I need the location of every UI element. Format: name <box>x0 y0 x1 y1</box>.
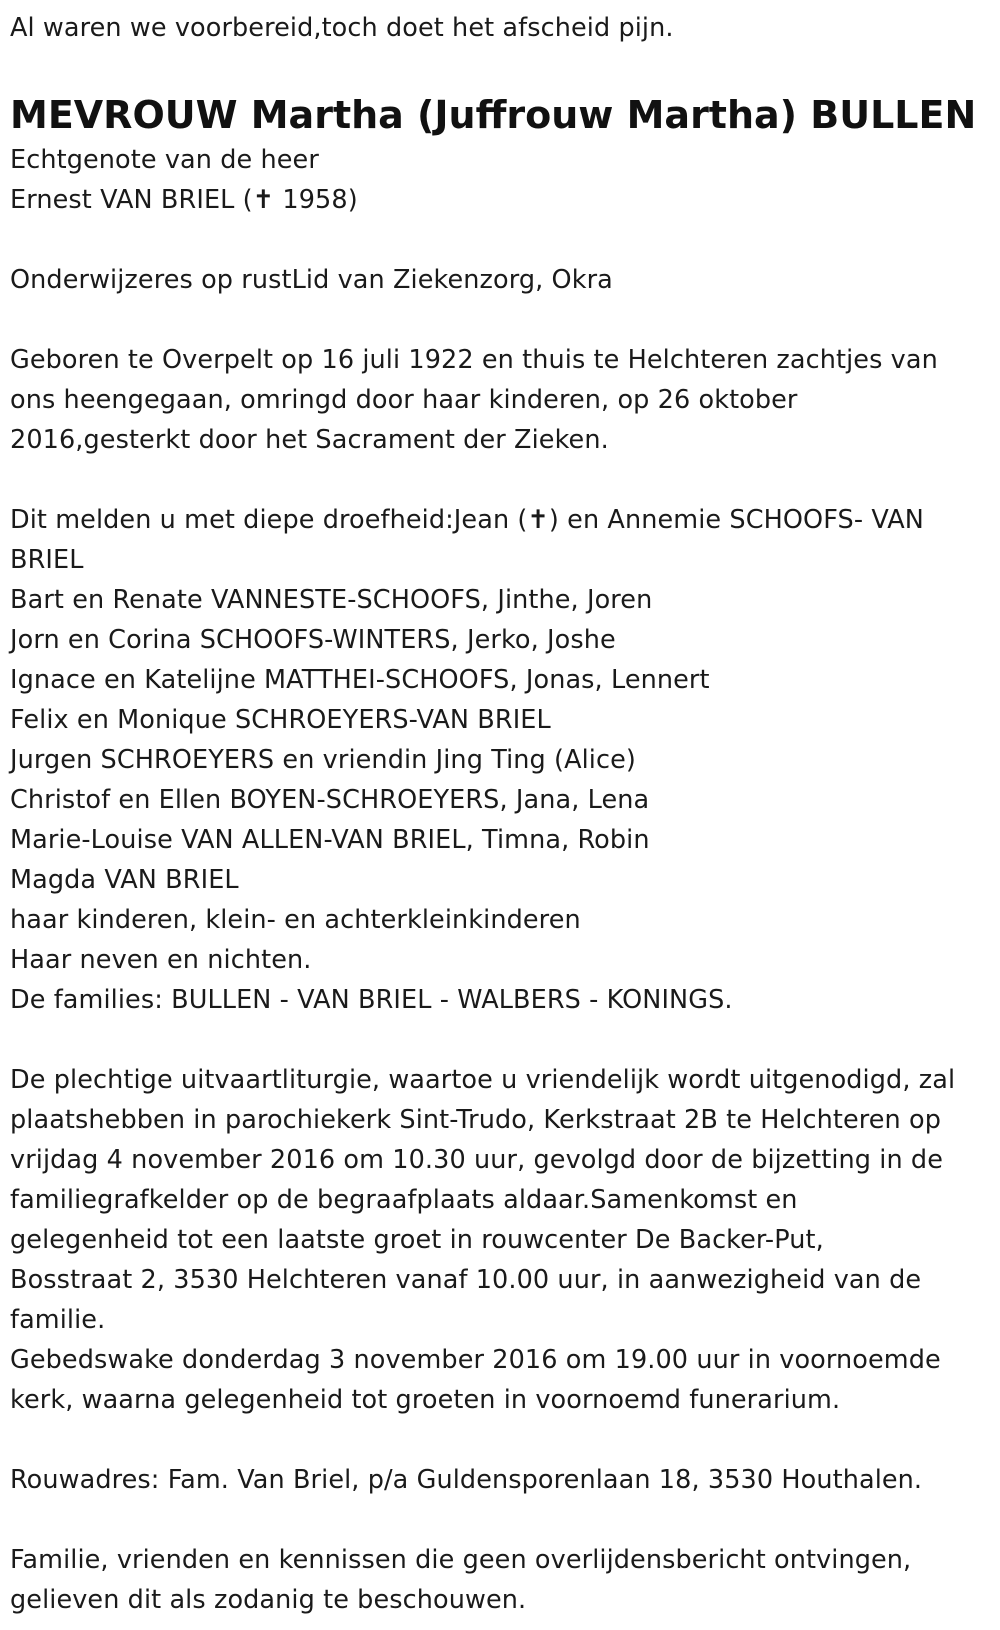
ceremony-paragraph <box>10 1060 990 1420</box>
ceremony-line: familie. <box>10 1305 106 1335</box>
family-line: Marie-Louise VAN ALLEN-VAN BRIEL, Timna, Robin <box>10 825 650 855</box>
family-line: Jorn en Corina SCHOOFS-WINTERS, Jerko, Joshe <box>10 625 616 655</box>
family-line: Christof en Ellen BOYEN-SCHROEYERS, Jana, Lena <box>10 785 650 815</box>
closing-paragraph <box>10 1540 990 1620</box>
spacer <box>10 1020 990 1060</box>
family-line: De families: BULLEN - VAN BRIEL - WALBERS - KONINGS. <box>10 985 733 1015</box>
spacer <box>10 1420 990 1460</box>
family-line: Bart en Renate VANNESTE-SCHOOFS, Jinthe, Joren <box>10 585 653 615</box>
paragraph-line: Geboren te Overpelt op 16 juli 1922 en thuis te Helchteren zachtjes van <box>10 345 938 375</box>
ceremony-line: familiegrafkelder op de begraafplaats aldaar.Samenkomst en <box>10 1185 798 1215</box>
ceremony-line: plaatshebben in parochiekerk Sint-Trudo, Kerkstraat 2B te Helchteren op <box>10 1105 942 1135</box>
family-line: Jurgen SCHROEYERS en vriendin Jing Ting (Alice) <box>10 745 636 775</box>
family-line: haar kinderen, klein- en achterkleinkinderen <box>10 905 581 935</box>
family-line: Magda VAN BRIEL <box>10 865 239 895</box>
paragraph-line: 2016,gesterkt door het Sacrament der Zieken. <box>10 425 609 455</box>
closing-line: Familie, vrienden en kennissen die geen overlijdensbericht ontvingen, <box>10 1545 912 1575</box>
mourning-address: Rouwadres: Fam. Van Briel, p/a Guldensporenlaan 18, 3530 Houthalen. <box>10 1465 923 1495</box>
spacer <box>10 220 990 260</box>
spouse-line-1: Echtgenote van de heer <box>10 145 319 175</box>
paragraph-line: ons heengegaan, omringd door haar kinderen, op 26 oktober <box>10 385 798 415</box>
spouse-line-2: Ernest VAN BRIEL (✝ 1958) <box>10 185 358 215</box>
birth-death-paragraph <box>10 340 990 460</box>
spacer <box>10 1500 990 1540</box>
ceremony-line: kerk, waarna gelegenheid tot groeten in voornoemd funerarium. <box>10 1385 841 1415</box>
family-line: Haar neven en nichten. <box>10 945 312 975</box>
spacer <box>10 460 990 500</box>
ceremony-line: Bosstraat 2, 3530 Helchteren vanaf 10.00 uur, in aanwezigheid van de <box>10 1265 922 1295</box>
ceremony-line: gelegenheid tot een laatste groet in rouwcenter De Backer-Put, <box>10 1225 824 1255</box>
family-list <box>10 500 990 1020</box>
occupation-line: Onderwijzeres op rustLid van Ziekenzorg, Okra <box>10 265 613 295</box>
closing-line: gelieven dit als zodanig te beschouwen. <box>10 1585 527 1615</box>
ceremony-line: De plechtige uitvaartliturgie, waartoe u vriendelijk wordt uitgenodigd, zal <box>10 1065 956 1095</box>
family-line: Dit melden u met diepe droefheid:Jean (✝) en Annemie SCHOOFS- VAN <box>10 505 924 535</box>
spacer <box>10 300 990 340</box>
family-line: Felix en Monique SCHROEYERS-VAN BRIEL <box>10 705 551 735</box>
opening-quote: Al waren we voorbereid,toch doet het afscheid pijn. <box>10 13 674 43</box>
family-line: BRIEL <box>10 545 84 575</box>
deceased-name: MEVROUW Martha (Juffrouw Martha) BULLEN <box>10 93 977 137</box>
ceremony-line: Gebedswake donderdag 3 november 2016 om 19.00 uur in voornoemde <box>10 1345 941 1375</box>
family-line: Ignace en Katelijne MATTHEI-SCHOOFS, Jonas, Lennert <box>10 665 710 695</box>
ceremony-line: vrijdag 4 november 2016 om 10.30 uur, gevolgd door de bijzetting in de <box>10 1145 943 1175</box>
